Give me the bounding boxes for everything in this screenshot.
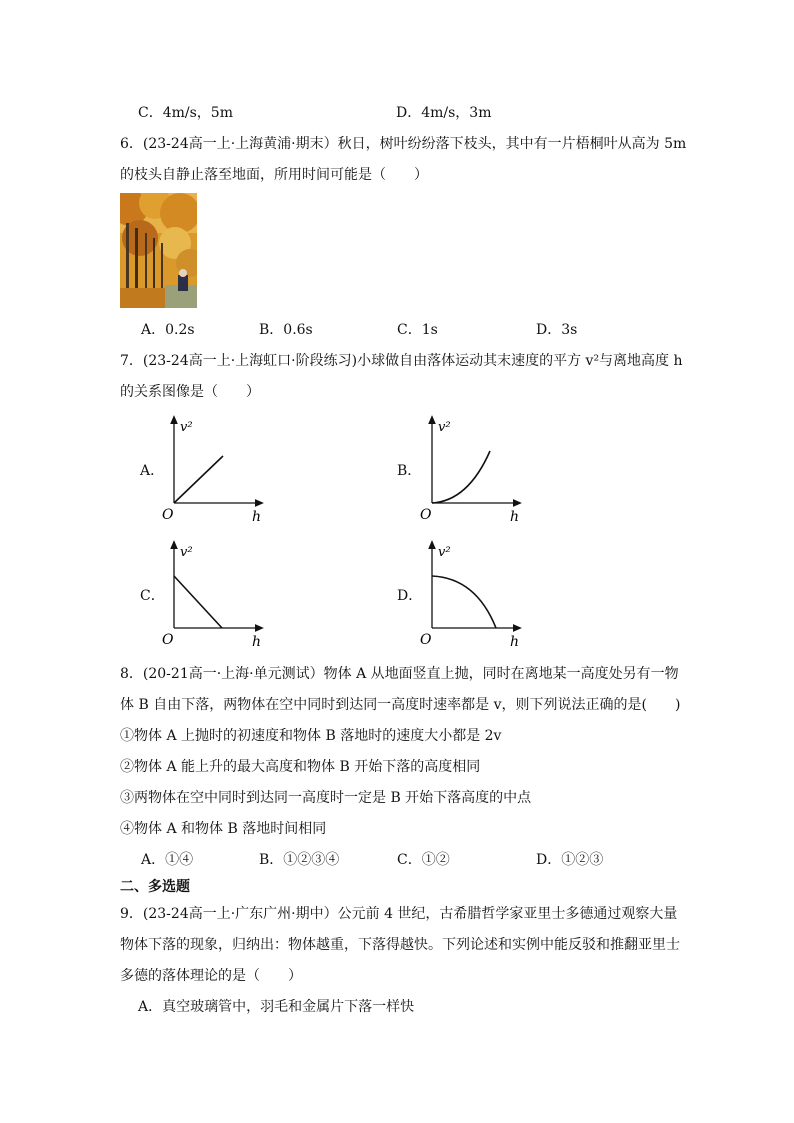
q9-stem-line3: 多德的落体理论的是（ ） xyxy=(120,968,302,984)
x-axis-label: h xyxy=(252,634,262,650)
q6-stem-line2: 的枝头自静止落至地面，所用时间可能是（ ） xyxy=(120,167,428,183)
y-axis-label: v² xyxy=(438,545,451,560)
x-axis-label: h xyxy=(510,634,520,650)
q5-option-c: C．4m/s，5m xyxy=(138,105,233,121)
q6-stem-line1: 6．(23-24高一上·上海黄浦·期末）秋日，树叶纷纷落下枝头，其中有一片梧桐叶从高为 5m xyxy=(120,136,687,152)
q8-option-d: D．①②③ xyxy=(536,852,604,868)
q8-option-b: B．①②③④ xyxy=(259,852,340,868)
q9-stem-line1: 9．(23-24高一上·广东广州·期中）公元前 4 世纪，古希腊哲学家亚里士多德通过观察大量 xyxy=(120,906,678,922)
q6-option-c: C．1s xyxy=(397,322,438,338)
q8-statement-1: ①物体 A 上抛时的初速度和物体 B 落地时的速度大小都是 2v xyxy=(120,728,502,744)
q7-stem-line1: 7．(23-24高一上·上海虹口·阶段练习)小球做自由落体运动其末速度的平方 v²与离地高度 h xyxy=(120,353,683,369)
q9-stem-line2: 物体下落的现象，归纳出：物体越重，下落得越快。下列论述和实例中能反驳和推翻亚里士 xyxy=(120,937,680,953)
q6-option-b: B．0.6s xyxy=(259,322,313,338)
q8-stem-line1: 8．(20-21高一·上海·单元测试）物体 A 从地面竖直上抛，同时在离地某一高度处另有一物 xyxy=(120,666,679,682)
q7-graph-c xyxy=(160,540,270,650)
q7-graph-a-label: A． xyxy=(140,463,165,479)
origin-label: O xyxy=(162,507,174,523)
y-axis-label: v² xyxy=(180,420,193,435)
q7-graph-b-label: B． xyxy=(397,463,422,479)
q6-option-d: D．3s xyxy=(536,322,578,338)
x-axis-label: h xyxy=(252,509,262,525)
origin-label: O xyxy=(162,632,174,648)
origin-label: O xyxy=(420,507,432,523)
section-title: 二、多选题 xyxy=(120,879,190,895)
x-axis-label: h xyxy=(510,509,520,525)
q7-graph-c-label: C． xyxy=(140,588,165,604)
q8-option-a: A．①④ xyxy=(141,852,194,868)
q6-option-a: A．0.2s xyxy=(141,322,195,338)
origin-label: O xyxy=(420,632,432,648)
q9-option-a: A．真空玻璃管中，羽毛和金属片下落一样快 xyxy=(138,999,415,1015)
q7-stem-line2: 的关系图像是（ ） xyxy=(120,384,260,400)
q7-graph-d-label: D． xyxy=(397,588,423,604)
q8-statement-2: ②物体 A 能上升的最大高度和物体 B 开始下落的高度相同 xyxy=(120,759,481,775)
q8-statement-3: ③两物体在空中同时到达同一高度时一定是 B 开始下落高度的中点 xyxy=(120,790,532,806)
q8-option-c: C．①② xyxy=(397,852,450,868)
y-axis-label: v² xyxy=(438,420,451,435)
y-axis-label: v² xyxy=(180,545,193,560)
q7-graph-a xyxy=(160,415,270,525)
q8-statement-4: ④物体 A 和物体 B 落地时间相同 xyxy=(120,821,327,837)
q7-graph-d xyxy=(418,540,528,650)
q5-option-d: D．4m/s，3m xyxy=(396,105,492,121)
q7-graph-b xyxy=(418,415,528,525)
q8-stem-line2: 体 B 自由下落，两物体在空中同时到达同一高度时速率都是 v，则下列说法正确的是( ) xyxy=(120,697,681,713)
autumn-trees-photo xyxy=(120,193,197,308)
